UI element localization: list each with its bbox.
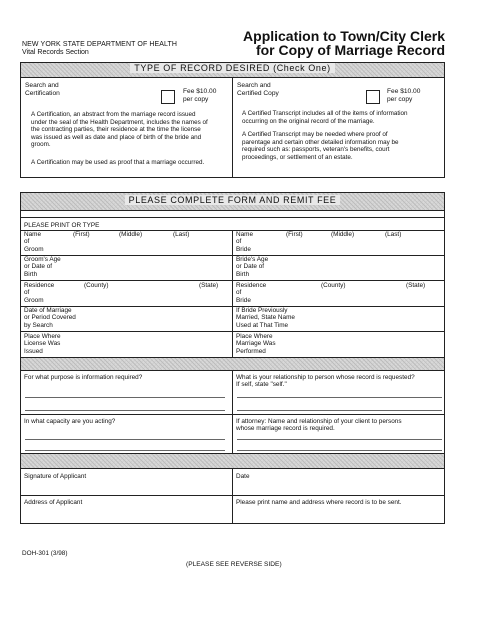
form-mid-bar — [21, 358, 444, 371]
capacity-answer-line-2[interactable] — [25, 450, 225, 451]
certified-copy-label: Search and Certified Copy — [237, 82, 279, 97]
section-name: Vital Records Section — [22, 49, 89, 56]
groom-middle-label: (Middle) — [119, 231, 143, 238]
groom-first-label: (First) — [73, 231, 90, 238]
record-type-divider — [232, 78, 233, 178]
certified-copy-checkbox[interactable] — [366, 90, 380, 104]
marriage-date-field[interactable]: Date of Marriage or Period Covered by Search — [24, 307, 76, 329]
groom-state-label: (State) — [199, 282, 219, 289]
bride-state-label: (State) — [406, 282, 426, 289]
bride-name-field[interactable]: Name of Bride — [236, 231, 254, 253]
print-or-type-note: PLEASE PRINT OR TYPE — [24, 222, 100, 229]
attorney-question: If attorney: Name and relationship of your client to persons whose marriage record is required. — [236, 418, 402, 433]
bride-last-label: (Last) — [385, 231, 402, 238]
purpose-answer-line-1[interactable] — [25, 397, 225, 398]
attorney-answer-line-2[interactable] — [237, 450, 442, 451]
form-bar-lower-rule — [21, 217, 444, 218]
groom-county-label: (County) — [84, 282, 109, 289]
form-bar-title: PLEASE COMPLETE FORM AND REMIT FEE — [125, 195, 341, 205]
marriage-place-field[interactable]: Place Where Marriage Was Performed — [236, 333, 276, 355]
certification-fee: Fee $10.00 per copy — [183, 88, 217, 103]
certification-proof-note: A Certification may be used as proof that a marriage occurred. — [31, 159, 205, 166]
date-field[interactable]: Date — [236, 473, 250, 480]
certification-description: A Certification, an abstract from the marriage record issued under the seal of the Health Department, includes the names of the contracting parties, their residence at the time the license was issued as well as date and place of birth of the bride and groom. — [31, 111, 208, 149]
bride-age-field[interactable]: Bride's Age or Date of Birth — [236, 256, 269, 278]
age-row-rule — [21, 280, 444, 281]
groom-age-field[interactable]: Groom's Age or Date of Birth — [24, 256, 61, 278]
purpose-question: For what purpose is information required? — [24, 374, 143, 381]
bride-first-label: (First) — [286, 231, 303, 238]
purpose-answer-line-2[interactable] — [25, 410, 225, 411]
form-lower-bar — [21, 453, 444, 469]
form-bar — [21, 193, 444, 211]
signature-divider — [232, 469, 233, 524]
purpose-divider — [232, 371, 233, 453]
reverse-side-note: (PLEASE SEE REVERSE SIDE) — [186, 561, 282, 568]
bride-middle-label: (Middle) — [331, 231, 355, 238]
application-form-section — [20, 192, 445, 524]
residence-row-rule — [21, 306, 444, 307]
record-type-section — [20, 62, 445, 178]
certified-copy-description: A Certified Transcript includes all of the items of information occurring on the original record of the marriage. — [242, 110, 408, 125]
relationship-question: What is your relationship to person whose record is requested? If self, state "self." — [236, 374, 415, 389]
bride-previous-name-field[interactable]: If Bride Previously Married, State Name Used at That Time — [236, 307, 295, 329]
print-name-address-field[interactable]: Please print name and address where record is to be sent. — [236, 499, 402, 506]
groom-residence-field[interactable]: Residence of Groom — [24, 282, 55, 304]
signature-field[interactable]: Signature of Applicant — [24, 473, 87, 480]
record-type-bar — [21, 63, 444, 78]
certification-checkbox[interactable] — [161, 90, 175, 104]
bride-county-label: (County) — [321, 282, 346, 289]
address-row-rule — [21, 495, 444, 496]
date-row-rule — [21, 331, 444, 332]
names-divider — [232, 230, 233, 357]
capacity-answer-line-1[interactable] — [25, 439, 225, 440]
form-title-line1: Application to Town/City Clerk — [243, 28, 445, 44]
department-name: NEW YORK STATE DEPARTMENT OF HEALTH — [22, 41, 178, 48]
attorney-answer-line-1[interactable] — [237, 439, 442, 440]
form-title-line2: for Copy of Marriage Record — [255, 42, 445, 58]
relationship-answer-line-1[interactable] — [237, 397, 442, 398]
groom-name-field[interactable]: Name of Groom — [24, 231, 44, 253]
capacity-row-rule — [21, 414, 444, 415]
certification-label: Search and Certification — [25, 82, 60, 97]
capacity-question: In what capacity are you acting? — [24, 418, 116, 425]
name-row-rule — [21, 255, 444, 256]
certified-copy-fee: Fee $10.00 per copy — [387, 88, 421, 103]
relationship-answer-line-2[interactable] — [237, 410, 442, 411]
record-type-bar-title: TYPE OF RECORD DESIRED (Check One) — [130, 63, 334, 73]
bride-residence-field[interactable]: Residence of Bride — [236, 282, 267, 304]
license-place-field[interactable]: Place Where License Was Issued — [24, 333, 61, 355]
form-number: DOH-301 (3/98) — [22, 550, 68, 557]
groom-last-label: (Last) — [173, 231, 190, 238]
address-field[interactable]: Address of Applicant — [24, 499, 83, 506]
certified-copy-usage-note: A Certified Transcript may be needed where proof of parentage and certain other detailed information may be required such as: passports, veteran's benefits, court proceedings, or settlement of an estate. — [242, 131, 399, 161]
